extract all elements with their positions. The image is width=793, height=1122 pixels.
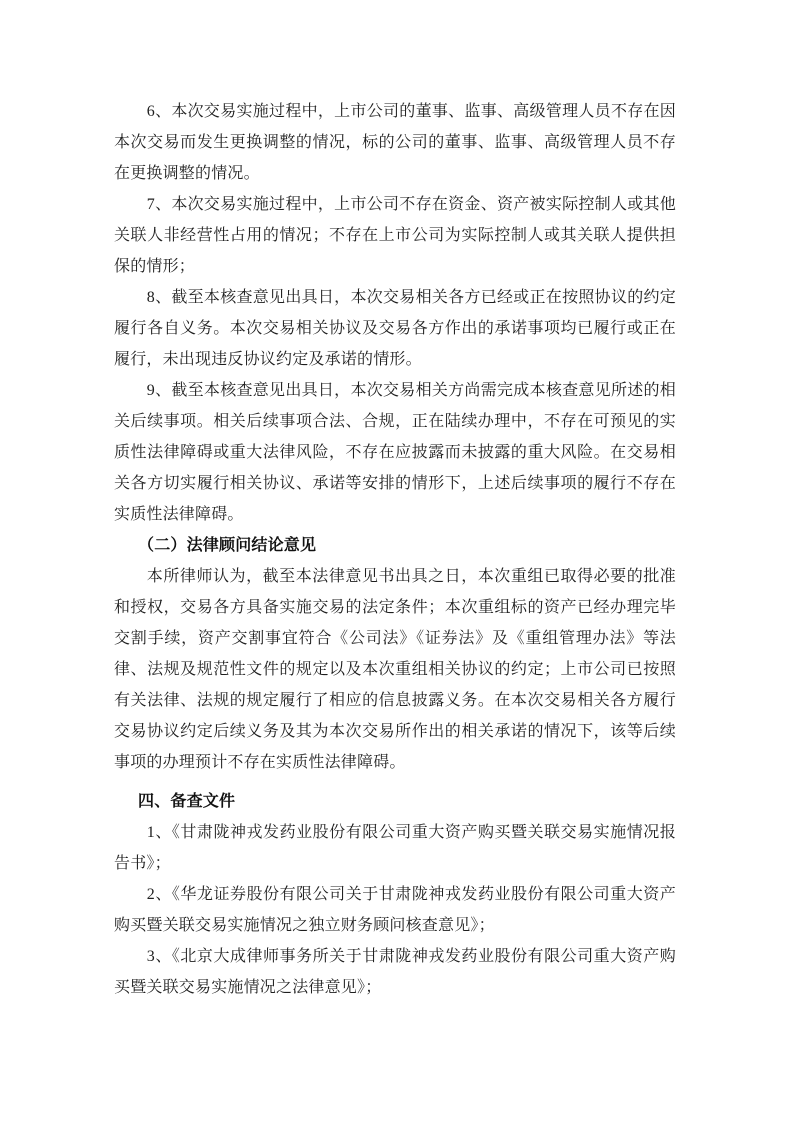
heading-legal-advisor-conclusion: （二）法律顾问结论意见 (138, 537, 317, 554)
filing-doc-item-3: 3、《北京大成律师事务所关于甘肃陇神戎发药业股份有限公司重大资产购买暨关联交易实施情况之法律意见》； (114, 948, 676, 996)
document-content (114, 96, 676, 1003)
paragraph-item-9: 9、截至本核查意见出具日，本次交易相关方尚需完成本核查意见所述的相关后续事项。相关后续事项合法、合规，正在陆续办理中，不存在可预见的实质性法律障碍或重大法律风险，不存在应披露而未披露的重大风险。在交易相关各方切实履行相关协议、承诺等安排的情形下，上述后续事项的履行不存在实质性法律障碍。 (114, 382, 676, 523)
paragraph-item-6: 6、本次交易实施过程中，上市公司的董事、监事、高级管理人员不存在因本次交易而发生更换调整的情况，标的公司的董事、监事、高级管理人员不存在更换调整的情况。 (114, 103, 676, 182)
paragraph-item-7: 7、本次交易实施过程中，上市公司不存在资金、资产被实际控制人或其他关联人非经营性占用的情况；不存在上市公司为实际控制人或其关联人提供担保的情形； (114, 196, 676, 275)
filing-doc-item-1: 1、《甘肃陇神戎发药业股份有限公司重大资产购买暨关联交易实施情况报告书》； (114, 824, 676, 872)
paragraph-legal-advisor-opinion: 本所律师认为，截至本法律意见书出具之日，本次重组已取得必要的批准和授权，交易各方具备实施交易的法定条件；本次重组标的资产已经办理完毕交割手续，资产交割事宜符合《公司法》《证券法》及《重组管理办法》等法律、法规及规范性文件的规定以及本次重组相关协议的约定；上市公司已按照有关法律、法规的规定履行了相应的信息披露义务。在本次交易相关各方履行交易协议约定后续义务及其为本次交易所作出的相关承诺的情况下，该等后续事项的办理预计不存在实质性法律障碍。 (114, 568, 676, 771)
paragraph-item-8: 8、截至本核查意见出具日，本次交易相关各方已经或正在按照协议的约定履行各自义务。本次交易相关协议及交易各方作出的承诺事项均已履行或正在履行，未出现违反协议约定及承诺的情形。 (114, 289, 676, 368)
heading-filing-documents: 四、备查文件 (138, 793, 236, 810)
filing-doc-item-2: 2、《华龙证券股份有限公司关于甘肃陇神戎发药业股份有限公司重大资产购买暨关联交易实施情况之独立财务顾问核查意见》； (114, 886, 676, 934)
